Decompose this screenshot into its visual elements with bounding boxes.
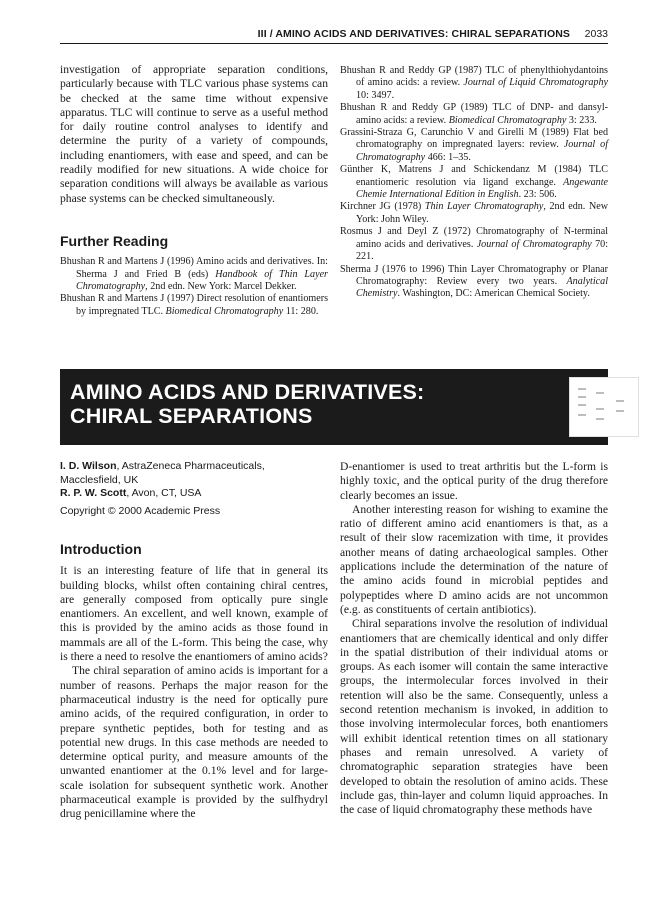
- running-header: [60, 28, 608, 44]
- tlc-spot: [616, 410, 624, 412]
- tlc-spot: [596, 392, 604, 394]
- top-right-column: [340, 65, 608, 301]
- tlc-spot: [578, 396, 586, 398]
- tlc-spot: [616, 400, 624, 402]
- tlc-spot: [578, 388, 586, 390]
- article-title-banner: [60, 369, 608, 445]
- closing-paragraph: investigation of appropriate separation conditions, particularly because with TLC various phase systems can be checked at the same time without expensive apparatus. TLC will continue to serve as a useful method for daily routine control analyses to identify and determine the purity of a variety of compounds, including enantiomers, with ease and speed, and can be readily modified for new situations. A wide choice for separation conditions will always be available as various phase systems can be checked simultaneously.: [60, 63, 328, 205]
- article-title-line-1: AMINO ACIDS AND DERIVATIVES:: [70, 380, 425, 404]
- bottom-left-column: [60, 460, 328, 822]
- body-paragraph-2: Another interesting reason for wishing to examine the ratio of different amino acid enantiomers is that, as a result of their slow racemization with time, it provides another means of dating archaeological samples. Other applications include the determination of the nature of the amino acids found in microbial peptides and polypeptides where D amino acids are not uncommon (e.g. as constituents of certain antibiotics).: [340, 502, 608, 616]
- tlc-spot: [578, 404, 586, 406]
- reference-item: Bhushan R and Martens J (1997) Direct resolution of enantiomers by impregnated TLC. Biomedical Chromatography 11: 280.: [60, 293, 328, 317]
- reference-item: Kirchner JG (1978) Thin Layer Chromatography, 2nd edn. New York: John Wiley.: [340, 201, 608, 225]
- article-title: [70, 380, 424, 428]
- tlc-spot: [578, 414, 586, 416]
- reference-item: Günther K, Matrens J and Schickendanz M (1984) TLC enantiomeric resolution via ligand exchange. Angewante Chemie International Edition in English. 23: 506.: [340, 164, 608, 201]
- top-left-column: [60, 63, 328, 318]
- further-reading-heading: Further Reading: [60, 232, 169, 249]
- body-paragraph-1: D-enantiomer is used to treat arthritis but the L-form is highly toxic, and the optical purity of the drug therefore clearly becomes an issue.: [340, 460, 608, 502]
- introduction-heading: Introduction: [60, 541, 142, 557]
- reference-item: Rosmus J and Deyl Z (1972) Chromatography of N-terminal amino acids and derivatives. Journal of Chromatography 70: 221.: [340, 226, 608, 263]
- reference-item: Bhushan R and Martens J (1996) Amino acids and derivatives. In: Sherma J and Fried B (eds) Handbook of Thin Layer Chromatography, 2nd edn. New York: Marcel Dekker.: [60, 256, 328, 293]
- reference-item: Bhushan R and Reddy GP (1989) TLC of DNP- and dansyl-amino acids: a review. Biomedical Chromatography 3: 233.: [340, 102, 608, 126]
- reference-item: Bhushan R and Reddy GP (1987) TLC of phenylthiohydantoins of amino acids: a review. Journal of Liquid Chromatography 10: 3497.: [340, 65, 608, 101]
- author-1-city: Macclesfield, UK: [60, 473, 139, 486]
- intro-paragraph-1: It is an interesting feature of life that in general its building blocks, whilst often containing chiral centres, are generally composed from optically pure single enantiomers. An excellent, and well known, example of this is provided by the amino acids as those found in mammals are all of the L-form. This being the case, why is there a need to resolve the enantiomers of amino acids?: [60, 564, 328, 664]
- tlc-plate-icon: [569, 377, 639, 437]
- reference-item: Sherma J (1976 to 1996) Thin Layer Chromatography or Planar Chromatography: Review every two years. Analytical Chemistry. Washington, DC: American Chemical Society.: [340, 263, 608, 300]
- copyright-line: Copyright © 2000 Academic Press: [60, 504, 221, 517]
- tlc-spot: [596, 408, 604, 410]
- intro-paragraph-2: The chiral separation of amino acids is important for a number of reasons. Perhaps the major reason for the pharmaceutical industry is the need for optically pure amino acids, of the required configuration, in order to prepare synthetic peptides, both for testing and as potential new drugs. In this case methods are needed to determine optical purity, and measure amounts of the unwanted enantiomer at the 0.1% level and for large-scale isolation for subsequent synthetic work. Another pharmaceutical example is provided by the sulfhydryl drug penicillamine where the: [60, 664, 328, 821]
- page-number: 2033: [584, 28, 608, 40]
- reference-item: Grassini-Straza G, Carunchio V and Girelli M (1989) Flat bed chromatography on impregnated layers: review. Journal of Chromatography 466: 1–35.: [340, 127, 609, 163]
- body-paragraph-3: Chiral separations involve the resolution of individual enantiomers that are chemically identical and only differ in the spatial distribution of their individual atoms or groups. As each isomer will contain the same interactive groups, the intermolecular forces involved in their retention will also be the same. Consequently, unless a second retention mechanism is invoked, in addition to those involving intermolecular forces, both enantiomers will exhibit identical retention times on all stationary phases and remain unresolved. A variety of chromatographic separation strategies have been developed to obtain the resolution of amino acids. These include gas, thin-layer and column liquid approaches. In the case of liquid chromatography these methods have: [340, 617, 608, 817]
- tlc-spot: [596, 418, 604, 420]
- author-1: I. D. Wilson, AstraZeneca Pharmaceuticals,: [60, 460, 265, 472]
- running-header-title: III / AMINO ACIDS AND DERIVATIVES: CHIRAL SEPARATIONS: [257, 28, 570, 40]
- article-title-line-2: CHIRAL SEPARATIONS: [70, 404, 313, 428]
- bottom-right-column: [340, 460, 608, 817]
- author-2: R. P. W. Scott, Avon, CT, USA: [60, 487, 202, 499]
